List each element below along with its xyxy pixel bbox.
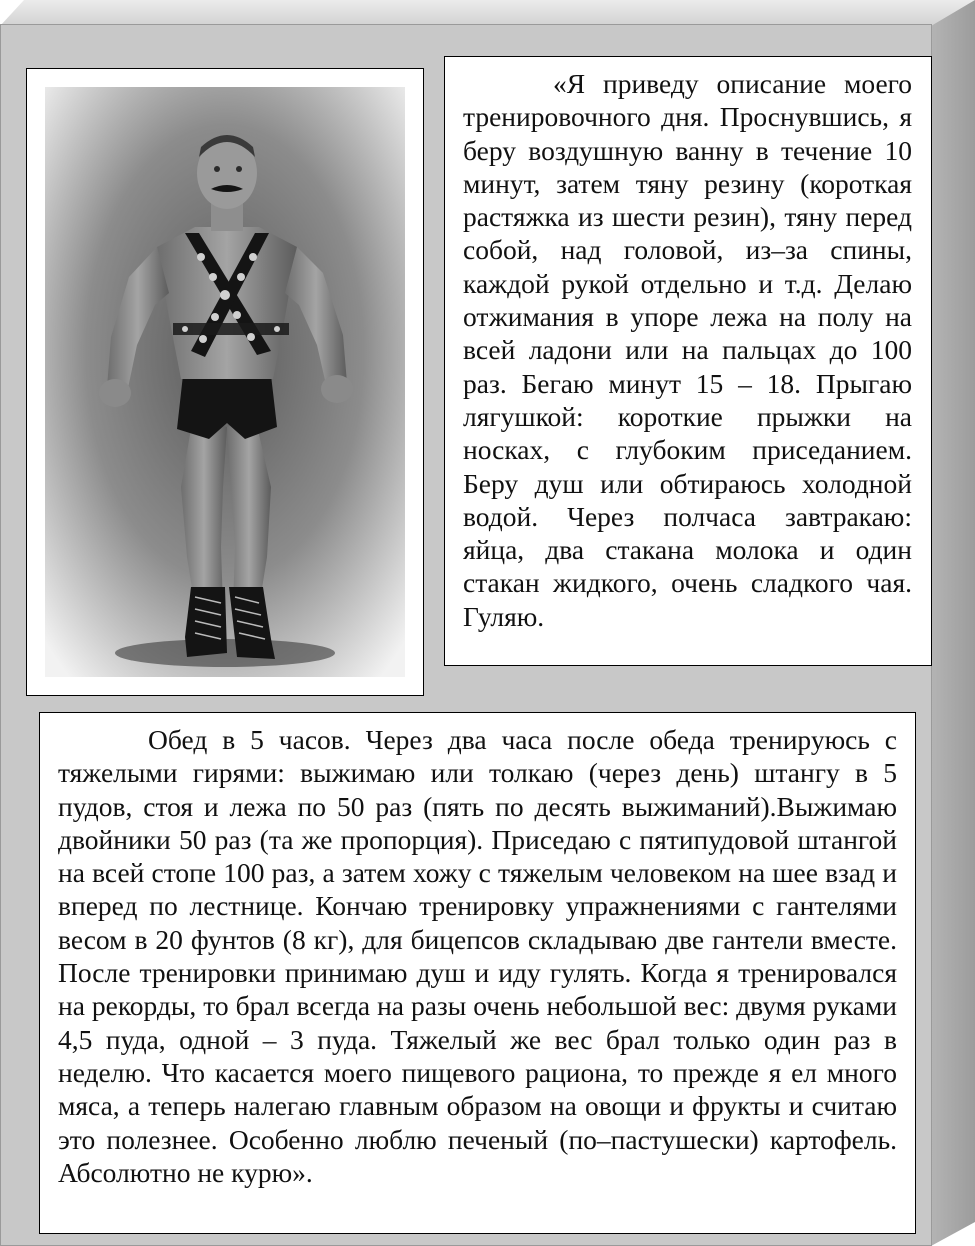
strongman-photo	[45, 87, 405, 677]
quote-box-bottom	[39, 712, 916, 1234]
quote-box-top	[444, 56, 932, 666]
panel-side-bevel	[931, 0, 975, 1246]
strongman-illustration	[45, 87, 405, 677]
quote-paragraph-1: «Я приведу описание моего тренировочного дня. Проснувшись, я беру воздушную ванну в течение 10 минут, затем тяну резину (короткая растяжка из шести резин), тяну перед собой, над головой, из–за спины, каждой рукой отдельно и т.д. Делаю отжимания в упоре лежа на полу на всей ладони или на пальцах до 100 раз. Бегаю минут 15 – 18. Прыгаю лягушкой: короткие прыжки на носках, с глубоким приседанием. Беру душ или обтираюсь холодной водой. Через полчаса завтракаю: яйца, два стакана молока и один стакан жидкого, очень сладкого чая. Гуляю.	[463, 68, 912, 632]
photo-frame	[26, 68, 424, 696]
panel-top-bevel	[0, 0, 975, 26]
quote-paragraph-2: Обед в 5 часов. Через два часа после обеда тренируюсь с тяжелыми гирями: выжимаю или толкаю (через день) штангу в 5 пудов, стоя и лежа по 50 раз (пять по десять выжиманий).Выжимаю двойники 50 раз (та же пропорция). Приседаю с пятипудовой штангой на всей стопе 100 раз, а затем хожу с тяжелым человеком на шее взад и вперед по лестнице. Кончаю тренировку упражнениями с гантелями весом в 20 фунтов (8 кг), для бицепсов складываю две гантели вместе. После тренировки принимаю душ и иду гулять. Когда я тренировался на рекорды, то брал всегда на разы очень небольшой вес: двумя руками 4,5 пуда, одной – 3 пуда. Тяжелый же вес брал только один раз в неделю. Что касается моего пищевого рациона, то прежде я ел много мяса, а теперь налегаю главным образом на овощи и фрукты и считаю это полезнее. Особенно люблю печеный (по–пастушески) картофель. Абсолютно не курю».	[58, 724, 897, 1188]
